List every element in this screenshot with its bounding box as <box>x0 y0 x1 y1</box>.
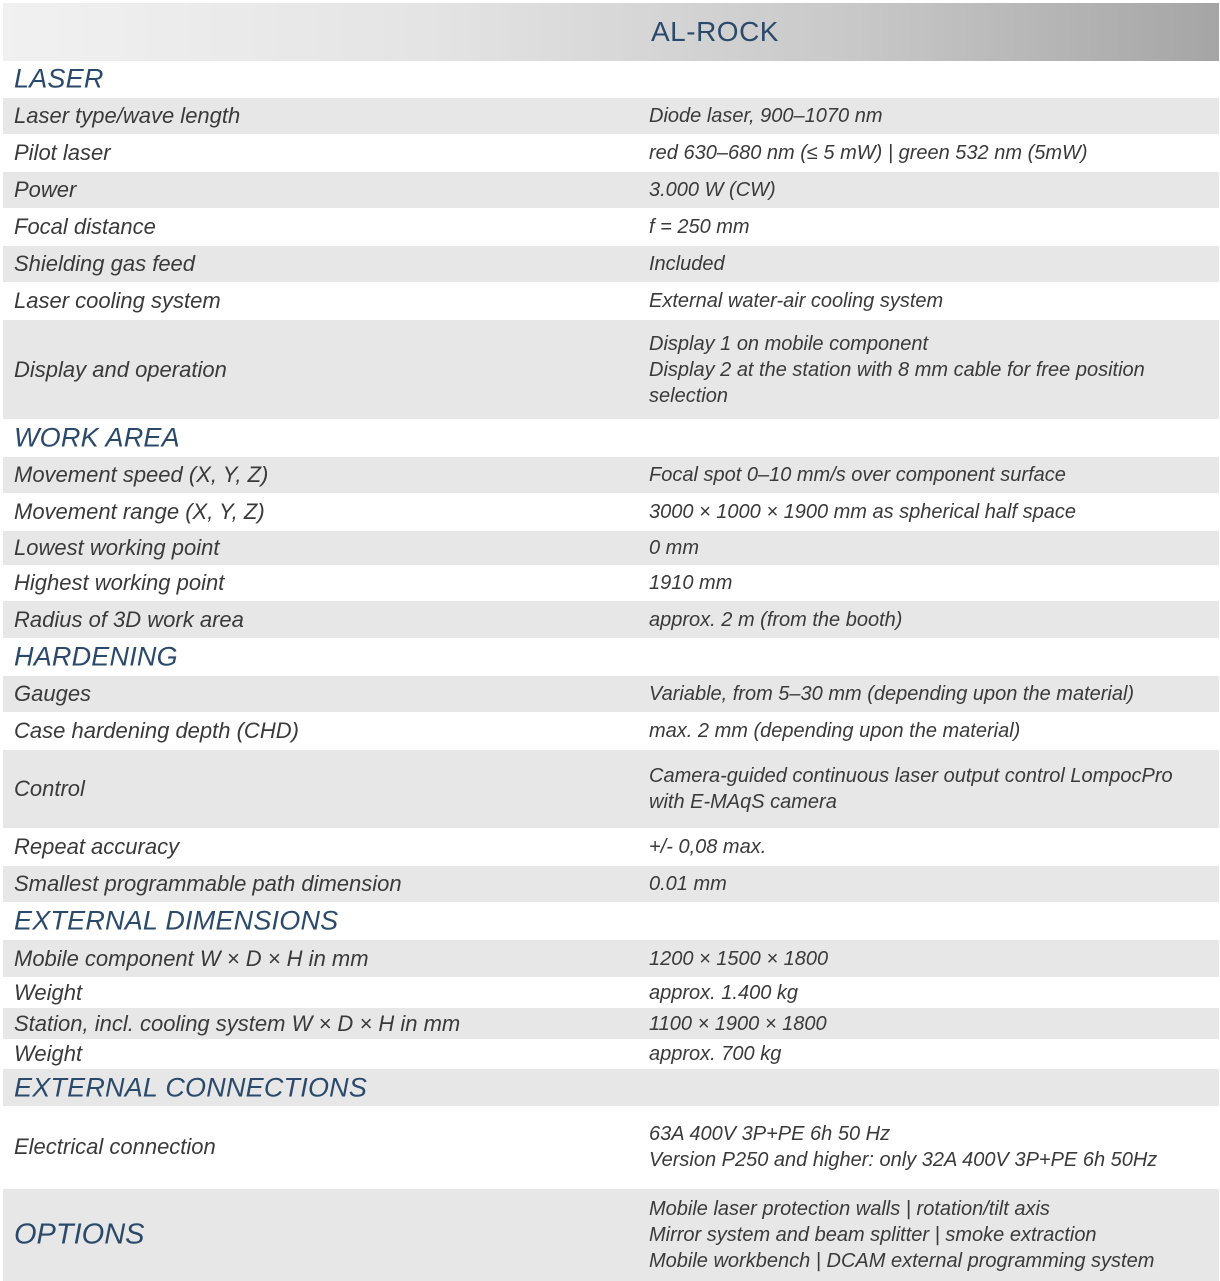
spec-value: +/- 0,08 max. <box>649 836 767 858</box>
spec-value: 0.01 mm <box>649 873 727 895</box>
spec-label: Weight <box>14 980 83 1005</box>
spec-label: Laser cooling system <box>14 288 221 313</box>
spec-label: Lowest working point <box>14 535 220 560</box>
section-heading: LASER <box>14 63 104 94</box>
spec-value: 1100 × 1900 × 1800 <box>649 1012 827 1035</box>
spec-value-line: Mobile laser protection walls | rotation/tilt axis <box>649 1198 1050 1220</box>
spec-label: Station, incl. cooling system W × D × H in mm <box>14 1010 461 1036</box>
table-row <box>3 866 1219 902</box>
section-work-area <box>3 420 1219 456</box>
table-row <box>3 531 1219 565</box>
spec-value: 3.000 W (CW) <box>649 179 776 201</box>
table-row <box>3 457 1219 493</box>
spec-value-line: Version P250 and higher: only 32A 400V 3P+PE 6h 50Hz <box>649 1149 1158 1171</box>
section-external-dimensions <box>3 903 1219 939</box>
spec-value: max. 2 mm (depending upon the material) <box>649 720 1021 742</box>
spec-label: Repeat accuracy <box>14 834 180 859</box>
spec-value: approx. 700 kg <box>649 1043 782 1065</box>
section-heading: WORK AREA <box>14 422 180 453</box>
spec-label: Gauges <box>14 681 92 706</box>
spec-value: red 630–680 nm (≤ 5 mW) | green 532 nm (5mW) <box>649 142 1088 164</box>
spec-value-line: Mirror system and beam splitter | smoke extraction <box>649 1224 1097 1246</box>
spec-label: Shielding gas feed <box>14 251 196 276</box>
spec-label: Radius of 3D work area <box>14 606 244 632</box>
spec-label: Smallest programmable path dimension <box>14 871 402 896</box>
spec-label: Focal distance <box>14 214 156 239</box>
section-heading: HARDENING <box>14 641 178 672</box>
table-row <box>3 566 1219 600</box>
table-row <box>3 209 1219 245</box>
spec-value-line: Display 2 at the station with 8 mm cable for free position selection <box>649 358 1145 407</box>
section-heading: EXTERNAL CONNECTIONS <box>14 1072 368 1102</box>
spec-value: Variable, from 5–30 mm (depending upon the material) <box>649 683 1135 705</box>
spec-label: Laser type/wave length <box>14 103 241 128</box>
table-row <box>3 940 1219 977</box>
spec-value <box>649 763 1209 815</box>
spec-value <box>649 1196 1209 1274</box>
table-row <box>3 1106 1219 1188</box>
spec-value <box>649 1121 1209 1173</box>
spec-value-line: Display 1 on mobile component <box>649 332 929 355</box>
table-row <box>3 829 1219 865</box>
table-row <box>3 713 1219 749</box>
table-row <box>3 676 1219 712</box>
spec-value: External water-air cooling system <box>649 290 944 312</box>
spec-value-line: with E-MAqS camera <box>649 791 837 813</box>
spec-label: Pilot laser <box>14 140 111 165</box>
spec-label: Case hardening depth (CHD) <box>14 718 299 743</box>
spec-value <box>649 331 1209 409</box>
spec-value: f = 250 mm <box>649 216 750 238</box>
spec-label: Display and operation <box>14 356 227 382</box>
spec-value: Included <box>649 253 725 275</box>
spec-value: 0 mm <box>649 537 699 559</box>
spec-value-line: 63A 400V 3P+PE 6h 50 Hz <box>649 1123 891 1145</box>
table-row <box>3 750 1219 828</box>
table-row <box>3 172 1219 208</box>
table-row <box>3 98 1219 134</box>
table-row <box>3 978 1219 1008</box>
table-header <box>3 3 1219 61</box>
section-options <box>3 1189 1219 1281</box>
spec-value: 1200 × 1500 × 1800 <box>649 947 829 970</box>
spec-value-line: Camera-guided continuous laser output control LompocPro <box>649 765 1173 787</box>
table-row <box>3 1008 1219 1039</box>
section-heading: EXTERNAL DIMENSIONS <box>14 905 339 936</box>
spec-value: 1910 mm <box>649 572 733 594</box>
table-row <box>3 320 1219 419</box>
spec-label: Weight <box>14 1041 83 1066</box>
table-row <box>3 494 1219 530</box>
table-row <box>3 1039 1219 1069</box>
spec-value: Focal spot 0–10 mm/s over component surface <box>649 464 1066 486</box>
spec-label: Electrical connection <box>14 1134 216 1159</box>
spec-value: 3000 × 1000 × 1900 mm as spherical half space <box>649 501 1076 523</box>
spec-label: Power <box>14 177 77 202</box>
table-row <box>3 283 1219 319</box>
table-row <box>3 246 1219 282</box>
spec-label: Movement speed (X, Y, Z) <box>14 462 269 487</box>
spec-label: Mobile component W × D × H in mm <box>14 945 369 971</box>
spec-value: Diode laser, 900–1070 nm <box>649 105 883 127</box>
table-row <box>3 135 1219 171</box>
product-title: AL-ROCK <box>651 16 779 47</box>
section-external-connections <box>3 1069 1219 1106</box>
table-row <box>3 601 1219 638</box>
spec-label: Movement range (X, Y, Z) <box>14 499 265 524</box>
section-laser <box>3 61 1219 97</box>
spec-value: approx. 2 m (from the booth) <box>649 608 903 631</box>
spec-label: Highest working point <box>14 570 225 595</box>
section-hardening <box>3 639 1219 675</box>
spec-value: approx. 1.400 kg <box>649 982 798 1004</box>
spec-value-line: Mobile workbench | DCAM external programming system <box>649 1250 1155 1272</box>
spec-label: Control <box>14 776 85 801</box>
section-heading: OPTIONS <box>14 1218 145 1251</box>
